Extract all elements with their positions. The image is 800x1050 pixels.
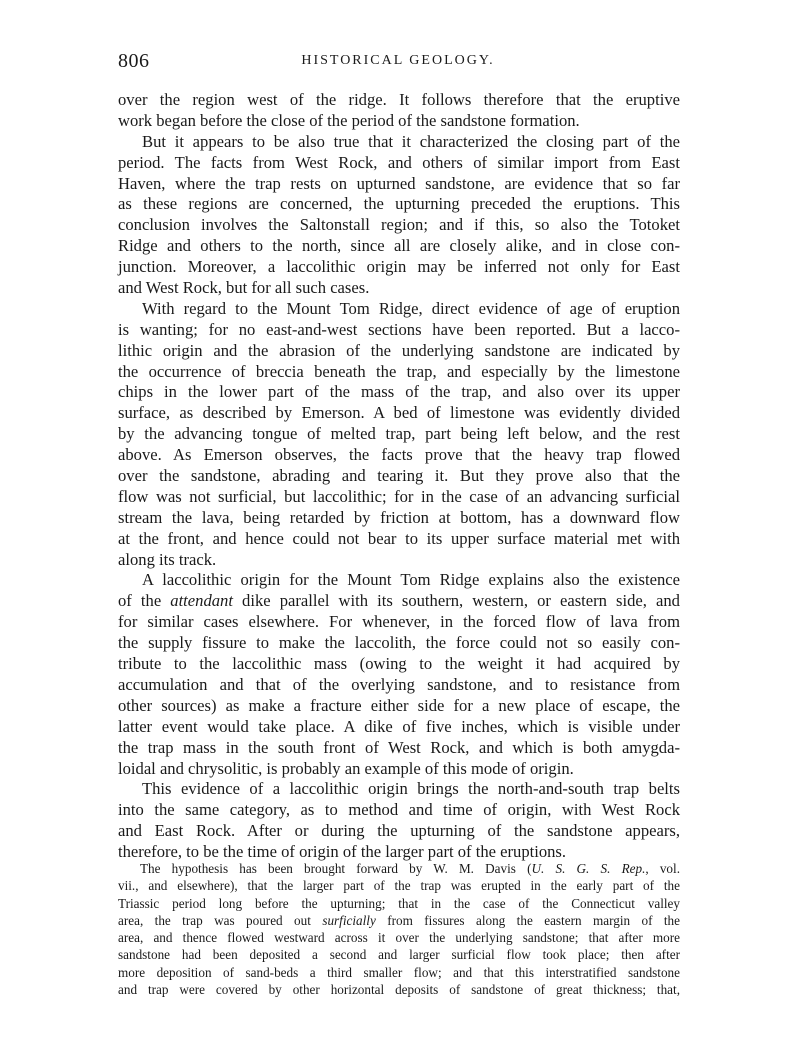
footnote-line <box>118 946 680 963</box>
body-line: junction. Moreover, a laccolithic origin may be inferred not only for East <box>118 257 680 277</box>
running-head: HISTORICAL GEOLOGY. <box>301 53 495 68</box>
body-line: for similar cases elsewhere. For whenever, in the forced flow of lava from <box>118 612 680 632</box>
body-line: period. The facts from West Rock, and others of similar import from East <box>118 152 680 172</box>
line-text: sandstone had been deposited a second and larger surficial flow took place; then after <box>118 947 680 963</box>
body-line: Ridge and others to the north, since all are closely alike, and in close con- <box>118 236 680 256</box>
body-line: is wanting; for no east-and-west sections have been reported. But a lacco- <box>118 319 680 339</box>
body-line: and West Rock, but for all such cases. <box>118 278 370 298</box>
line-text: and trap were covered by other horizontal deposits of sandstone of great thickness; that, <box>118 982 680 998</box>
page-header <box>118 50 678 74</box>
line-text: The hypothesis has been brought forward by W. M. Davis ( <box>140 861 532 876</box>
page-number: 806 <box>118 50 150 72</box>
body-line: loidal and chrysolitic, is probably an example of this mode of origin. <box>118 758 574 778</box>
italic-text: surficially <box>322 912 376 928</box>
body-line: latter event would take place. A dike of five inches, which is visible under <box>118 716 680 736</box>
body-line: lithic origin and the abrasion of the underlying sandstone are indicated by <box>118 340 680 360</box>
body-line: by the advancing tongue of melted trap, part being left below, and the rest <box>118 424 680 444</box>
body-line: other sources) as make a fracture either side for a new place of escape, the <box>118 695 680 715</box>
italic-text: U. S. G. S. Rep. <box>531 861 646 876</box>
line-text: A laccolithic origin for the Mount Tom Ridge explains also the existence <box>142 570 680 590</box>
body-line: chips in the lower part of the mass of the trap, and also over its upper <box>118 382 680 402</box>
body-line: above. As Emerson observes, the facts prove that the heavy trap flowed <box>118 445 680 465</box>
body-line <box>118 591 680 612</box>
body-text <box>118 90 680 863</box>
body-line: tribute to the laccolithic mass (owing to the weight it had acquired by <box>118 654 680 674</box>
body-line: at the front, and hence could not bear to its upper surface material met with <box>118 528 680 548</box>
body-line: surface, as described by Emerson. A bed of limestone was evidently divided <box>118 403 680 423</box>
footnote-line <box>118 895 680 912</box>
line-text: of the <box>118 591 171 611</box>
line-text: , vol. <box>645 861 680 876</box>
body-line: the occurrence of breccia beneath the trap, and especially by the limestone <box>118 361 680 381</box>
body-line: flow was not surficial, but laccolithic; for in the case of an advancing surficial <box>118 486 680 506</box>
body-line: work began before the close of the period of the sandstone formation. <box>118 110 580 130</box>
body-line: and East Rock. After or during the upturning of the sandstone appears, <box>118 821 680 841</box>
body-line: over the sandstone, abrading and tearing it. But they prove also that the <box>118 466 680 486</box>
footnote-line <box>118 860 680 877</box>
italic-text: attendant <box>170 591 233 611</box>
body-line: Haven, where the trap rests on upturned sandstone, are evidence that so far <box>118 173 680 193</box>
line-text: Triassic period long before the upturning; that in the case of the Connecticut valley <box>118 895 680 911</box>
body-line: over the region west of the ridge. It follows therefore that the eruptive <box>118 90 680 109</box>
body-line: accumulation and that of the overlying sandstone, and to resistance from <box>118 674 680 694</box>
line-text: area, and thence flowed westward across it over the underlying sandstone; that after more <box>118 930 680 946</box>
body-line: stream the lava, being retarded by friction at bottom, has a downward flow <box>118 507 680 527</box>
body-line: as these regions are concerned, the upturning preceded the eruptions. This <box>118 194 680 214</box>
paragraph-first-line: This evidence of a laccolithic origin brings the north-and-south trap belts <box>142 779 680 799</box>
body-line: the trap mass in the south front of West Rock, and which is both amygda- <box>118 737 680 757</box>
footnote-line <box>118 981 680 998</box>
line-text: vii., and elsewhere), that the larger part of the trap was erupted in the early part of the <box>118 878 680 894</box>
footnote-line <box>118 964 680 981</box>
body-line: the supply fissure to make the laccolith, the force could not so easily con- <box>118 633 680 653</box>
body-line: into the same category, as to method and time of origin, with West Rock <box>118 800 680 820</box>
line-text: area, the trap was poured out <box>118 912 323 928</box>
footnote-line <box>118 912 680 929</box>
body-line: along its track. <box>118 549 217 569</box>
line-text: from fissures along the eastern margin of the <box>375 912 681 928</box>
footnote <box>118 860 680 998</box>
footnote-line <box>118 929 680 946</box>
line-text: more deposition of sand-beds a third smaller flow; and that this interstratified sandstone <box>118 964 680 980</box>
paragraph-first-line <box>118 570 680 591</box>
body-line: therefore, to be the time of origin of the larger part of the eruptions. <box>118 842 567 862</box>
paragraph-first-line: With regard to the Mount Tom Ridge, direct evidence of age of eruption <box>142 298 680 318</box>
body-line: conclusion involves the Saltonstall region; and if this, so also the Totoket <box>118 215 680 235</box>
footnote-line <box>118 877 680 894</box>
line-text: dike parallel with its southern, western, or eastern side, and <box>232 591 680 611</box>
paragraph-first-line: But it appears to be also true that it characterized the closing part of the <box>142 131 680 151</box>
